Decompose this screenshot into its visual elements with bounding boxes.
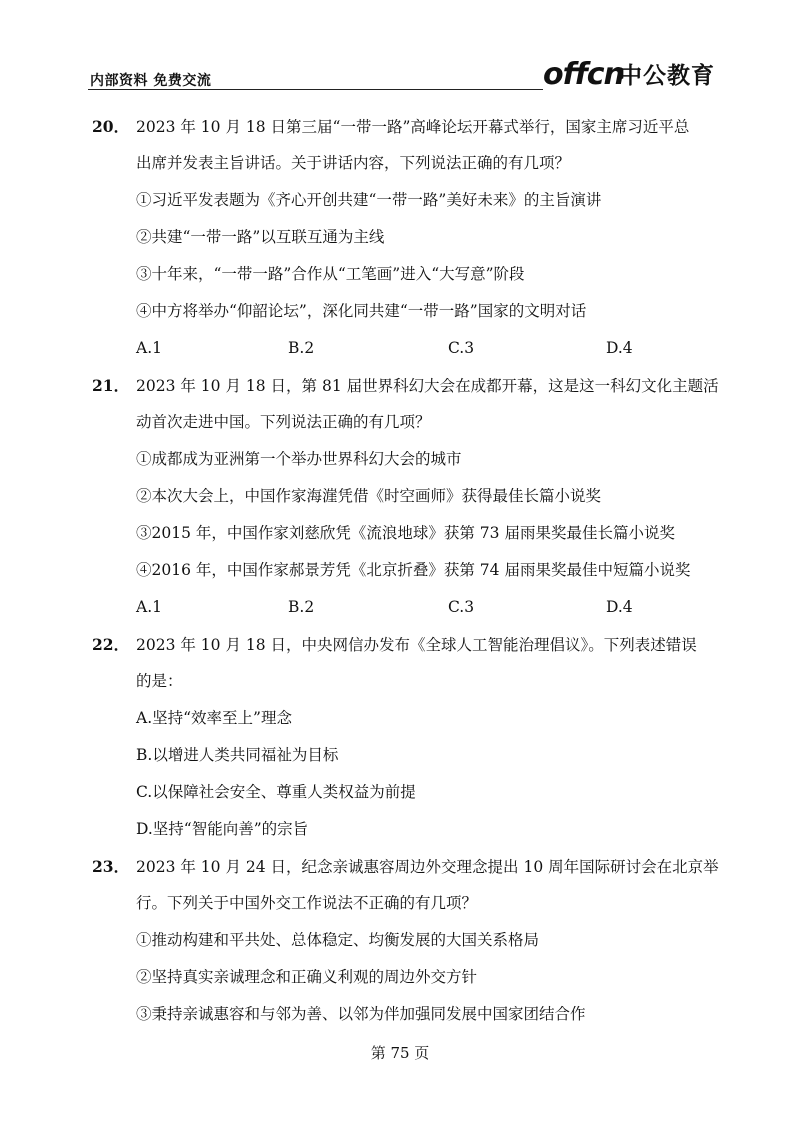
statement-item: ②坚持真实亲诚理念和正确义利观的周边外交方针 <box>136 968 478 986</box>
question-number: 22． <box>92 635 130 654</box>
statement-item: ①习近平发表题为《齐心开创共建“一带一路”美好未来》的主旨演讲 <box>136 191 602 209</box>
choice-b: B.2 <box>288 339 315 357</box>
choice-d: D.4 <box>606 339 633 357</box>
question-stem-cont: 行。下列关于中国外交工作说法不正确的有几项？ <box>136 894 478 912</box>
statement-item: ③十年来，“一带一路”合作从“工笔画”进入“大写意”阶段 <box>136 265 525 283</box>
choice-a: A.1 <box>136 598 162 616</box>
choice-a: A.1 <box>136 339 162 357</box>
question-stem-cont: 的是： <box>136 672 183 690</box>
question-number: 20． <box>92 117 130 136</box>
choice-d: D.4 <box>606 598 633 616</box>
question-number: 21． <box>92 376 130 395</box>
question-20 <box>92 108 716 367</box>
statement-item: ③秉持亲诚惠容和与邻为善、以邻为伴加强同发展中国家团结合作 <box>136 1005 586 1023</box>
question-number: 23． <box>92 857 130 876</box>
statement-item: ①推动构建和平共处、总体稳定、均衡发展的大国关系格局 <box>136 931 540 949</box>
statement-item: ①成都成为亚洲第一个举办世界科幻大会的城市 <box>136 450 462 468</box>
answer-choices <box>92 330 716 367</box>
question-stem-cont: 出席并发表主旨讲话。关于讲话内容，下列说法正确的有几项？ <box>136 154 571 172</box>
choice-c: C.3 <box>448 598 475 616</box>
option-a: A.坚持“效率至上”理念 <box>136 709 292 727</box>
option-b: B.以增进人类共同福祉为目标 <box>136 746 339 764</box>
statement-item: ④中方将举办“仰韶论坛”，深化同共建“一带一路”国家的文明对话 <box>136 302 587 320</box>
logo-cn-text: 中公教育 <box>619 63 715 89</box>
question-stem: 2023 年 10 月 18 日第三届“一带一路”高峰论坛开幕式举行，国家主席习近平总 <box>136 118 690 136</box>
statement-item: ④2016 年，中国作家郝景芳凭《北京折叠》获第 74 届雨果奖最佳中短篇小说奖 <box>136 561 691 579</box>
choice-c: C.3 <box>448 339 475 357</box>
question-23 <box>92 848 719 1033</box>
logo-latin-text: offcn <box>543 57 624 92</box>
header-note: 内部资料 免费交流 <box>90 73 212 89</box>
statement-item: ③2015 年，中国作家刘慈欣凭《流浪地球》获第 73 届雨果奖最佳长篇小说奖 <box>136 524 675 542</box>
statement-item: ②共建“一带一路”以互联互通为主线 <box>136 228 385 246</box>
option-d: D.坚持“智能向善”的宗旨 <box>136 820 309 838</box>
question-stem: 2023 年 10 月 18 日，中央网信办发布《全球人工智能治理倡议》。下列表述错误 <box>136 636 697 654</box>
question-list <box>92 108 719 1033</box>
page-header <box>88 57 715 92</box>
offcn-logo <box>543 58 715 92</box>
question-21 <box>92 367 719 626</box>
statement-item: ②本次大会上，中国作家海漄凭借《时空画师》获得最佳长篇小说奖 <box>136 487 602 505</box>
answer-choices <box>92 589 716 626</box>
option-c: C.以保障社会安全、尊重人类权益为前提 <box>136 783 416 801</box>
question-22 <box>92 626 716 848</box>
page-number: 第 75 页 <box>370 1044 430 1062</box>
header-rule <box>88 89 543 90</box>
question-stem: 2023 年 10 月 24 日，纪念亲诚惠容周边外交理念提出 10 周年国际研讨会在北京举 <box>136 858 719 876</box>
question-stem: 2023 年 10 月 18 日，第 81 届世界科幻大会在成都开幕，这是这一科幻文化主题活 <box>136 377 719 395</box>
choice-b: B.2 <box>288 598 315 616</box>
question-stem-cont: 动首次走进中国。下列说法正确的有几项？ <box>136 413 431 431</box>
